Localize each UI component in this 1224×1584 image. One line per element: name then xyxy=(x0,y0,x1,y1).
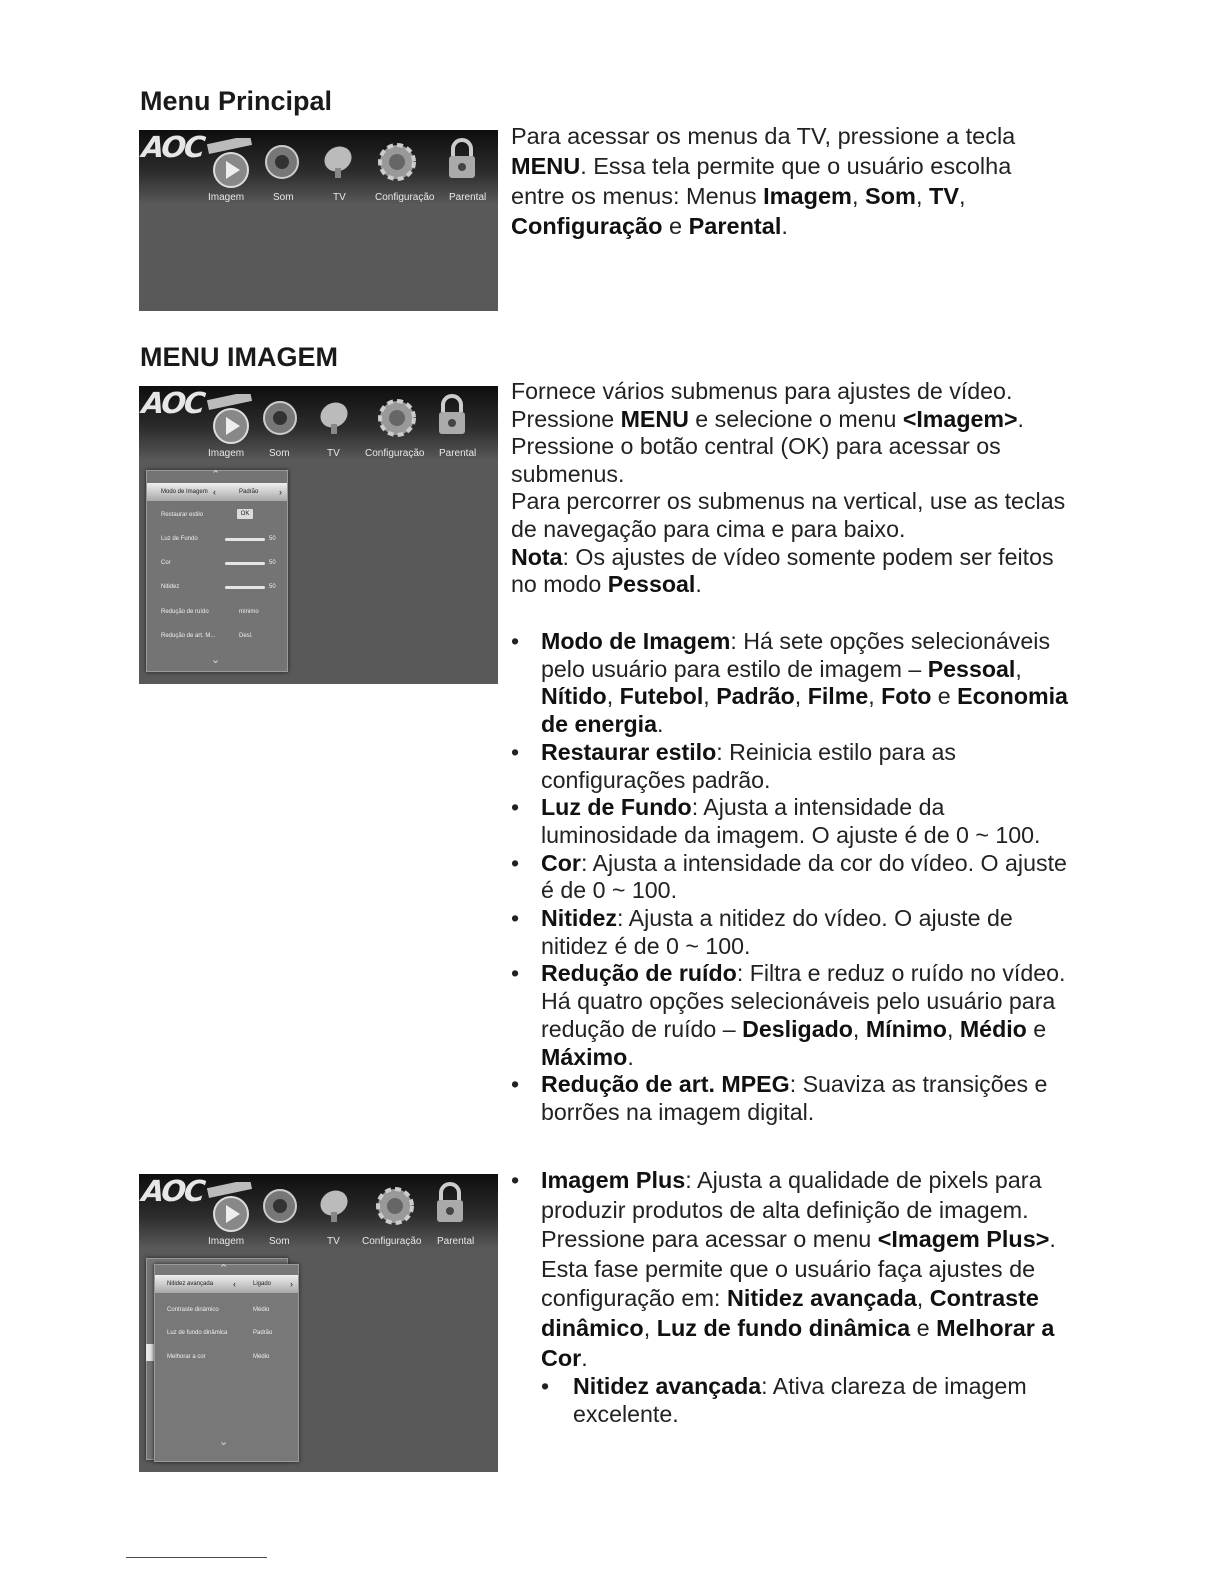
aoc-logo: AOC xyxy=(140,130,206,164)
submenu-value: Médio xyxy=(253,1354,270,1360)
list-item: • Modo de Imagem: Há sete opções selecionáveis pelo usuário para estilo de imagem – Pessoal, Nítido, Futebol, Padrão, Filme, Foto e Economia de energia. xyxy=(511,628,1081,739)
list-item: • Nitidez avançada: Ativa clareza de imagem excelente. xyxy=(541,1373,1081,1428)
image-plus-sublist xyxy=(541,1373,1081,1428)
submenu-row-luz-de-fundo-dinamica[interactable] xyxy=(155,1324,298,1342)
tv-menu-bar xyxy=(139,386,498,462)
lock-icon xyxy=(445,136,479,182)
speaker-icon xyxy=(263,398,297,438)
submenu-label: Redução de ruído xyxy=(161,609,209,615)
image-plus-submenu-panel xyxy=(154,1264,299,1462)
satellite-dish-icon xyxy=(321,142,355,182)
menu-label-tv: TV xyxy=(327,1236,340,1247)
submenu-row-restaurar-estilo[interactable] xyxy=(147,506,287,524)
submenu-row-nitidez[interactable] xyxy=(147,578,287,596)
menu-label-parental: Parental xyxy=(449,192,487,203)
gear-icon xyxy=(377,142,417,182)
menu-label-som: Som xyxy=(269,1236,290,1247)
submenu-value: mínimo xyxy=(239,609,259,615)
submenu-row-nitidez-avancada[interactable] xyxy=(155,1275,298,1293)
menu-label-som: Som xyxy=(269,448,290,459)
image-plus-list xyxy=(511,1166,1081,1429)
luz-de-fundo-slider[interactable] xyxy=(225,538,265,541)
speaker-icon xyxy=(265,142,299,182)
lock-icon xyxy=(433,1180,467,1226)
submenu-row-contraste-dinamico[interactable] xyxy=(155,1301,298,1319)
nitidez-slider[interactable] xyxy=(225,586,265,589)
section-title-main-menu: Menu Principal xyxy=(140,86,333,116)
submenu-value: 50 xyxy=(269,584,276,590)
chevron-up-icon: ⌃ xyxy=(211,469,221,481)
submenu-label: Modo de Imagem xyxy=(161,489,208,495)
clapperboard-icon xyxy=(205,1182,261,1234)
submenu-label: Restaurar estilo xyxy=(161,512,204,518)
satellite-dish-icon xyxy=(317,398,351,438)
submenu-value: Padrão xyxy=(239,489,259,495)
image-menu-description: Fornece vários submenus para ajustes de vídeo. Pressione MENU e selecione o menu <Imagem>. Pressione o botão central (OK) para acessar os submenus. Para percorrer os submenus na vertical, use as teclas de navegação para cima e para baixo. Nota: Os ajustes de vídeo somente podem ser feitos no modo Pessoal. xyxy=(511,378,1066,598)
menu-label-configuracao: Configuração xyxy=(362,1236,422,1247)
chevron-right-icon[interactable]: › xyxy=(290,1279,293,1289)
gear-icon xyxy=(377,398,417,438)
aoc-logo: AOC xyxy=(140,386,206,420)
menu-label-configuracao: Configuração xyxy=(375,192,435,203)
submenu-label: Melhorar a cor xyxy=(167,1354,206,1360)
chevron-down-icon: ⌄ xyxy=(219,1436,229,1448)
submenu-row-modo-de-imagem[interactable] xyxy=(147,483,287,501)
chevron-up-icon: ⌃ xyxy=(219,1263,229,1275)
tv-menu-bar xyxy=(139,1174,498,1250)
submenu-value: Desl. xyxy=(239,633,253,639)
menu-label-tv: TV xyxy=(333,192,346,203)
aoc-logo: AOC xyxy=(140,1174,206,1208)
submenu-label: Nitidez xyxy=(161,584,180,590)
submenu-row-cor[interactable] xyxy=(147,554,287,572)
submenu-row-luz-de-fundo[interactable] xyxy=(147,530,287,548)
submenu-value: 50 xyxy=(269,560,276,566)
tv-image-plus-menu-screenshot xyxy=(139,1174,498,1472)
submenu-value: Médio xyxy=(253,1307,270,1313)
submenu-value: 50 xyxy=(269,536,276,542)
lock-icon xyxy=(435,392,469,438)
menu-label-imagem: Imagem xyxy=(208,448,245,459)
submenu-label: Luz de Fundo xyxy=(161,536,198,542)
image-settings-list xyxy=(511,628,1081,1127)
speaker-icon xyxy=(263,1186,297,1226)
menu-label-parental: Parental xyxy=(437,1236,475,1247)
menu-label-imagem: Imagem xyxy=(208,192,245,203)
footer-rule xyxy=(126,1557,267,1558)
cor-slider[interactable] xyxy=(225,562,265,565)
menu-label-configuracao: Configuração xyxy=(365,448,425,459)
chevron-left-icon[interactable]: ‹ xyxy=(213,487,216,497)
submenu-label: Nitidez avançada xyxy=(167,1281,214,1287)
tv-image-menu-screenshot xyxy=(139,386,498,684)
chevron-left-icon[interactable]: ‹ xyxy=(233,1279,236,1289)
submenu-label: Cor xyxy=(161,560,171,566)
menu-label-tv: TV xyxy=(327,448,340,459)
list-item: • Imagem Plus: Ajusta a qualidade de pixels para produzir produtos de alta definição de imagem. Pressione para acessar o menu <Imagem Plus>. Esta fase permite que o usuário faça ajustes de configuração em: Nitidez avançada, Contraste dinâmico, Luz de fundo dinâmica e Melhorar a Cor. • Nitidez avançada: Ativa clareza de imagem excelente. xyxy=(511,1166,1081,1429)
submenu-row-melhorar-a-cor[interactable] xyxy=(155,1348,298,1366)
submenu-label: Luz de fundo dinâmica xyxy=(167,1330,228,1336)
menu-label-parental: Parental xyxy=(439,448,477,459)
section-title-image-menu: MENU IMAGEM xyxy=(140,342,338,372)
ok-button[interactable]: OK xyxy=(237,509,253,519)
list-item: • Cor: Ajusta a intensidade da cor do vídeo. O ajuste é de 0 ~ 100. xyxy=(511,850,1081,905)
image-submenu-panel xyxy=(146,470,288,672)
chevron-down-icon: ⌄ xyxy=(211,654,221,666)
submenu-row-reducao-de-art-mpeg[interactable] xyxy=(147,627,287,645)
tv-main-menu-screenshot xyxy=(139,130,498,311)
menu-label-som: Som xyxy=(273,192,294,203)
menu-label-imagem: Imagem xyxy=(208,1236,245,1247)
satellite-dish-icon xyxy=(317,1186,351,1226)
list-item: • Redução de ruído: Filtra e reduz o ruído no vídeo. Há quatro opções selecionáveis pelo usuário para redução de ruído – Desligado, Mínimo, Médio e Máximo. xyxy=(511,960,1081,1071)
list-item: • Restaurar estilo: Reinicia estilo para as configurações padrão. xyxy=(511,739,1081,794)
clapperboard-icon xyxy=(205,394,261,446)
submenu-value: Ligado xyxy=(253,1281,272,1287)
main-menu-description: Para acessar os menus da TV, pressione a tecla MENU. Essa tela permite que o usuário escolha entre os menus: Menus Imagem, Som, TV, Configuração e Parental. xyxy=(511,123,1016,239)
submenu-label: Contraste dinâmico xyxy=(167,1307,219,1313)
list-item: • Luz de Fundo: Ajusta a intensidade da luminosidade da imagem. O ajuste é de 0 ~ 100. xyxy=(511,794,1081,849)
gear-icon xyxy=(375,1186,415,1226)
clapperboard-icon xyxy=(205,138,261,190)
tv-menu-bar xyxy=(139,130,498,206)
submenu-value: Padrão xyxy=(253,1330,273,1336)
list-item: • Nitidez: Ajusta a nitidez do vídeo. O ajuste de nitidez é de 0 ~ 100. xyxy=(511,905,1081,960)
submenu-label: Redução de art. M... xyxy=(161,633,216,639)
list-item: • Redução de art. MPEG: Suaviza as transições e borrões na imagem digital. xyxy=(511,1071,1081,1126)
submenu-row-reducao-de-ruido[interactable] xyxy=(147,603,287,621)
chevron-right-icon[interactable]: › xyxy=(279,487,282,497)
